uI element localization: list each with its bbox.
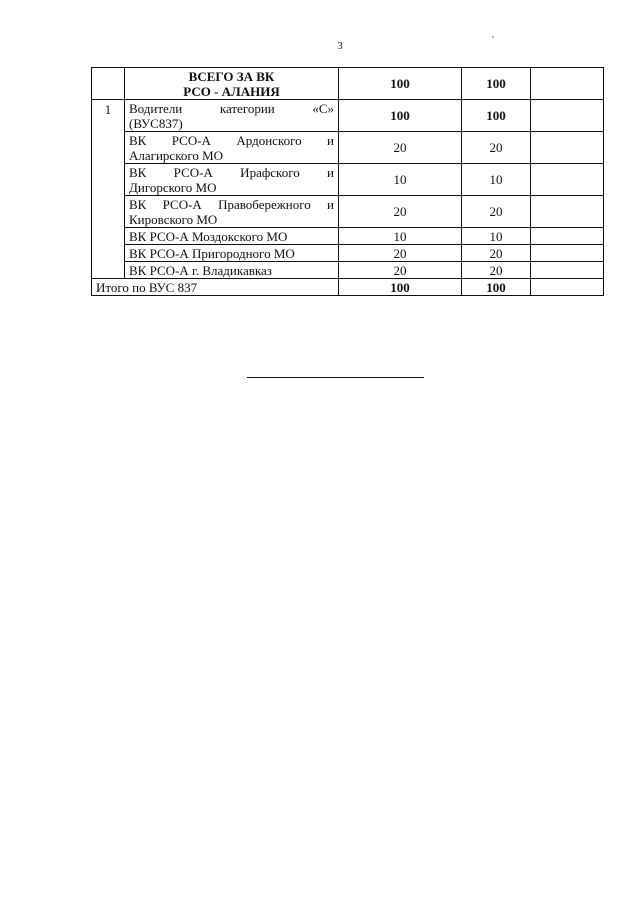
row-value1: 20	[339, 245, 462, 262]
group-title-line1: Водители категории «С»	[129, 100, 334, 116]
row-value3	[531, 164, 604, 196]
row-value3	[531, 262, 604, 279]
table-header-row	[92, 68, 604, 100]
group-number: 1	[92, 100, 125, 279]
row-value2: 20	[462, 132, 531, 164]
row-name-line1: ВК РСО-А Ирафского и	[129, 164, 334, 180]
row-value1: 20	[339, 262, 462, 279]
row-value2: 20	[462, 196, 531, 228]
table-row	[92, 262, 604, 279]
group-value2: 100	[462, 100, 531, 132]
row-value2: 20	[462, 262, 531, 279]
row-value1: 10	[339, 164, 462, 196]
header-title-line1: ВСЕГО ЗА ВК	[188, 68, 275, 84]
table-row	[92, 132, 604, 164]
row-value3	[531, 228, 604, 245]
group-value3	[531, 100, 604, 132]
group-value1: 100	[339, 100, 462, 132]
group-title-line2: (ВУС837)	[129, 115, 183, 131]
row-name-line1: ВК РСО-А Правобережного и	[129, 196, 334, 212]
total-value1: 100	[339, 279, 462, 296]
table-row	[92, 228, 604, 245]
table-row	[92, 196, 604, 228]
header-value3	[531, 68, 604, 100]
total-value3	[531, 279, 604, 296]
scan-speck	[492, 36, 494, 38]
group-row	[92, 100, 604, 132]
row-name-line1: ВК РСО-А Ардонского и	[129, 132, 334, 148]
table-row	[92, 245, 604, 262]
header-title-cell	[125, 68, 339, 100]
header-value1: 100	[339, 68, 462, 100]
row-name-line2: Дигорского МО	[129, 179, 217, 195]
header-number-cell	[92, 68, 125, 100]
row-value3	[531, 245, 604, 262]
header-title-line2: РСО - АЛАНИЯ	[183, 83, 280, 99]
row-name-cell: ВК РСО-А Моздокского МО	[125, 228, 339, 245]
row-name-cell: ВК РСО-А г. Владикавказ	[125, 262, 339, 279]
row-name-cell	[125, 164, 339, 196]
table-row	[92, 164, 604, 196]
closing-rule	[247, 377, 424, 378]
header-value2: 100	[462, 68, 531, 100]
row-name-cell	[125, 132, 339, 164]
row-value1: 10	[339, 228, 462, 245]
page-number: 3	[337, 40, 343, 52]
group-title-cell	[125, 100, 339, 132]
total-label: Итого по ВУС 837	[92, 279, 339, 296]
row-name-cell	[125, 196, 339, 228]
row-value1: 20	[339, 132, 462, 164]
row-value2: 10	[462, 228, 531, 245]
row-value2: 20	[462, 245, 531, 262]
row-name-line2: Алагирского МО	[129, 147, 224, 163]
row-value3	[531, 132, 604, 164]
row-value2: 10	[462, 164, 531, 196]
total-row	[92, 279, 604, 296]
row-value3	[531, 196, 604, 228]
row-name-cell: ВК РСО-А Пригородного МО	[125, 245, 339, 262]
quota-table	[91, 67, 604, 296]
row-value1: 20	[339, 196, 462, 228]
total-value2: 100	[462, 279, 531, 296]
row-name-line2: Кировского МО	[129, 211, 218, 227]
